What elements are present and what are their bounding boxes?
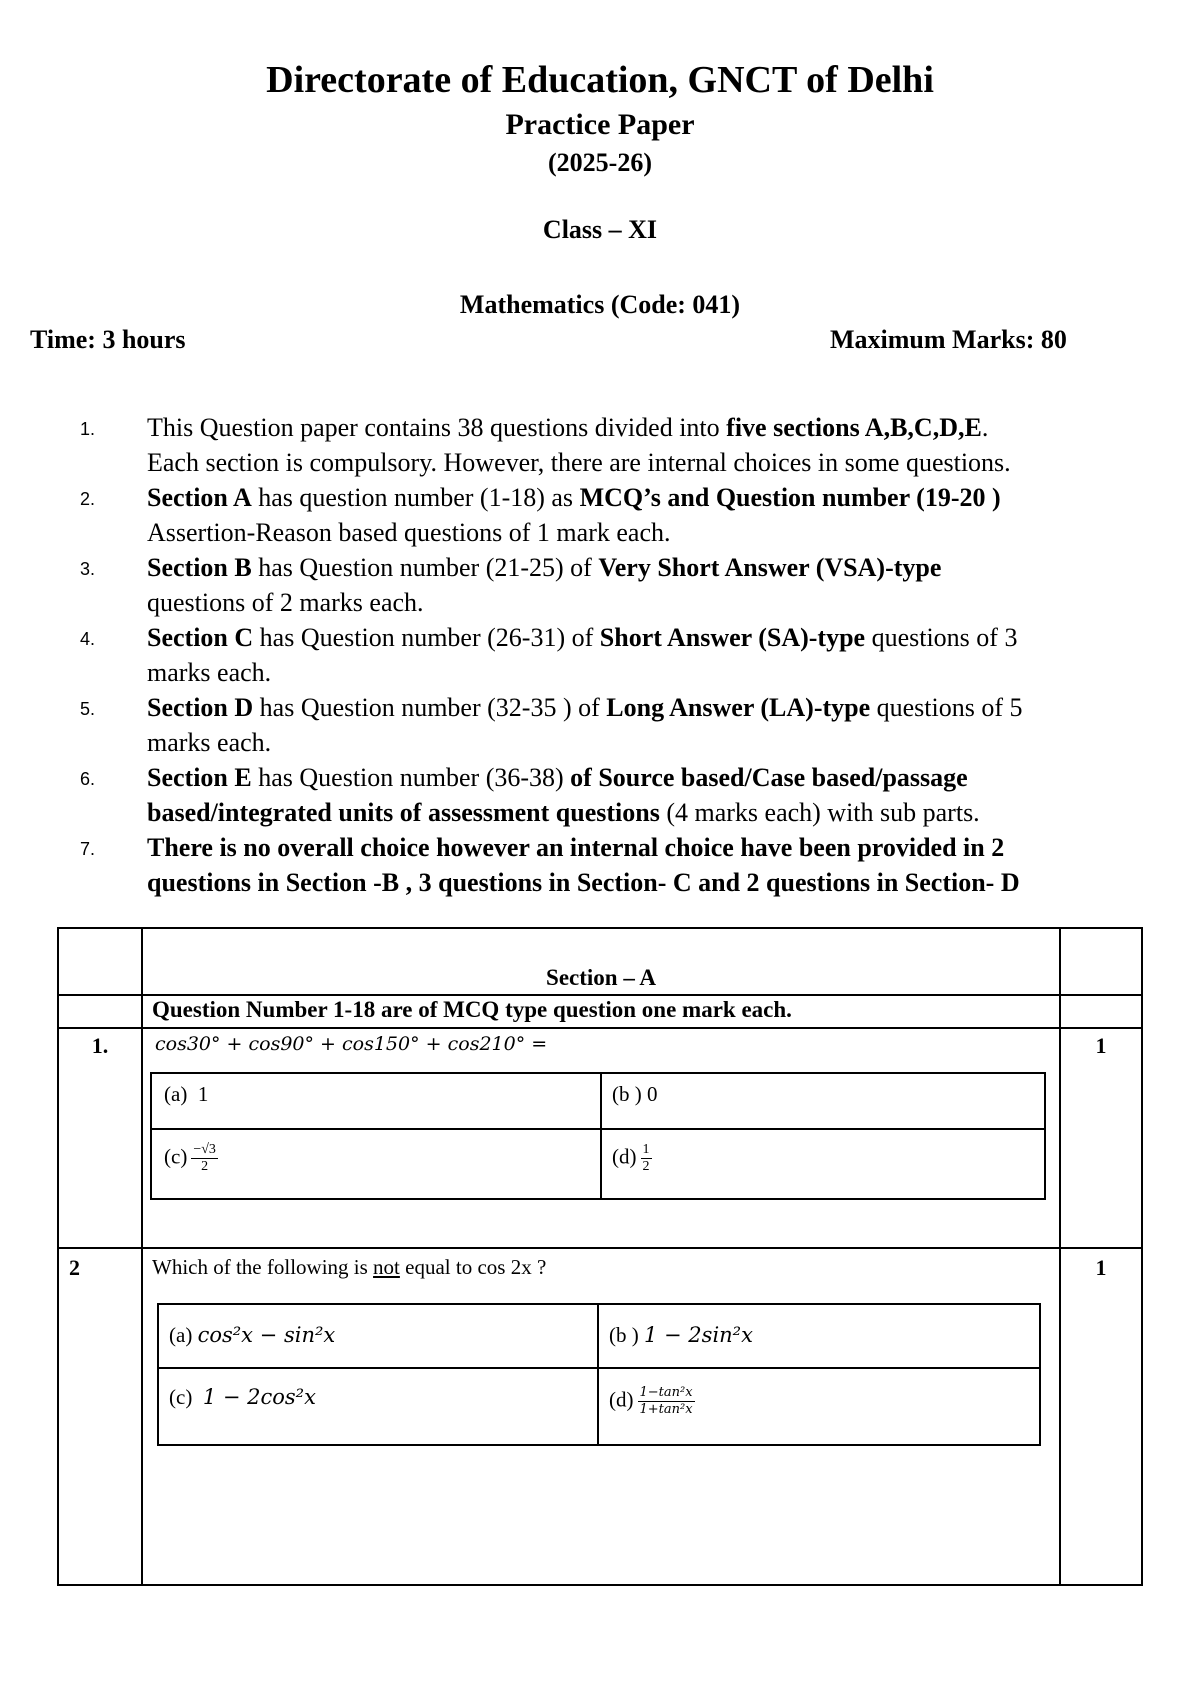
instruction-text: Section A xyxy=(147,483,252,512)
option-value: 0 xyxy=(647,1082,658,1106)
option-value: cos²x − sin²x xyxy=(197,1323,336,1347)
instruction-text: questions of 3 xyxy=(865,623,1018,652)
max-marks-label: Maximum Marks: 80 xyxy=(830,325,1067,354)
instruction-item xyxy=(0,550,1200,620)
instruction-number: 3. xyxy=(80,559,96,579)
questions-table xyxy=(57,927,1143,1586)
options-grid xyxy=(157,1303,1041,1446)
question-stem: Which of the following is not equal to cos 2x ? xyxy=(152,1255,547,1279)
instruction-text: marks each. xyxy=(147,728,272,757)
instruction-text: Short Answer (SA)-type xyxy=(599,623,866,652)
instruction-text: marks each. xyxy=(147,658,272,687)
option-b xyxy=(609,1323,753,1348)
option-label: (b ) xyxy=(609,1323,639,1347)
instruction-text: Assertion-Reason based questions of 1 mark each. xyxy=(147,518,671,547)
instruction-item xyxy=(0,620,1200,690)
option-label: (d) xyxy=(609,1387,634,1412)
instruction-text: based/integrated units of assessment questions xyxy=(147,798,660,827)
option-value: 1 − 2cos²x xyxy=(202,1385,316,1409)
instruction-text: questions of 5 xyxy=(870,693,1023,722)
instruction-text: MCQ’s and Question number (19-20 ) xyxy=(579,483,1001,512)
option-value: 1 xyxy=(197,1082,209,1106)
option-label: (a) xyxy=(164,1082,188,1106)
instruction-text: has Question number (36-38) xyxy=(251,763,571,792)
option-label: (b ) xyxy=(612,1082,642,1106)
session-year: (2025-26) xyxy=(548,148,652,177)
instruction-text: Section E xyxy=(147,763,252,792)
question-marks: 1 xyxy=(1095,1255,1107,1280)
page-title: Directorate of Education, GNCT of Delhi xyxy=(266,59,934,101)
fraction: $\frac{1}{2}$ xyxy=(642,1142,650,1174)
question-stem: cos30° + cos90° + cos150° + cos210° = xyxy=(155,1033,548,1055)
fraction: $\frac{\text{1−tan²x}}{\text{1+tan²x}}$ xyxy=(639,1385,693,1417)
instruction-text: has Question number (26-31) of xyxy=(253,623,600,652)
instruction-number: 7. xyxy=(80,839,96,859)
options-grid xyxy=(150,1072,1046,1200)
instruction-item xyxy=(0,480,1200,550)
instruction-text: Section B xyxy=(147,553,252,582)
instruction-text: five sections A,B,C,D,E xyxy=(726,413,982,442)
question-marks: 1 xyxy=(1095,1033,1107,1058)
instructions-list xyxy=(0,410,1200,900)
section-note: Question Number 1-18 are of MCQ type question one mark each. xyxy=(152,997,792,1022)
option-c xyxy=(169,1385,316,1410)
instruction-item xyxy=(0,410,1200,480)
option-d xyxy=(609,1385,695,1418)
instruction-text: There is no overall choice however an internal choice have been provided in 2 xyxy=(147,833,1005,862)
option-value: 1 − 2sin²x xyxy=(644,1323,753,1347)
instruction-text: Very Short Answer (VSA)-type xyxy=(598,553,942,582)
instruction-text: Section C xyxy=(147,623,254,652)
instruction-text: . xyxy=(981,413,989,442)
section-heading: Section – A xyxy=(546,965,656,990)
instruction-text: of Source based/Case based/passage xyxy=(570,763,968,792)
instruction-text: has Question number (32-35 ) of xyxy=(253,693,607,722)
instruction-number: 2. xyxy=(80,489,96,509)
instruction-number: 5. xyxy=(80,699,96,719)
instruction-item xyxy=(0,690,1200,760)
time-label: Time: 3 hours xyxy=(30,325,186,354)
instruction-text: Section D xyxy=(147,693,254,722)
paper-type: Practice Paper xyxy=(505,108,695,141)
instruction-text: Each section is compulsory. However, there are internal choices in some questions. xyxy=(147,448,1011,477)
instruction-text: questions in Section -B , 3 questions in Section- C and 2 questions in Section- D xyxy=(147,868,1020,897)
option-a xyxy=(169,1323,335,1348)
option-label: (c) xyxy=(169,1385,193,1409)
instruction-number: 6. xyxy=(80,769,96,789)
instruction-text: This Question paper contains 38 questions divided into xyxy=(147,413,727,442)
instruction-text: has question number (1-18) as xyxy=(251,483,580,512)
option-d xyxy=(612,1142,652,1175)
instruction-text: has Question number (21-25) of xyxy=(251,553,599,582)
option-label: (a) xyxy=(169,1323,193,1347)
instruction-item xyxy=(0,760,1200,830)
instruction-text: Long Answer (LA)-type xyxy=(606,693,871,722)
question-number: 2 xyxy=(69,1255,80,1280)
instruction-text: (4 marks each) with sub parts. xyxy=(659,798,980,827)
instruction-number: 1. xyxy=(80,419,96,439)
option-a xyxy=(164,1082,208,1107)
instruction-number: 4. xyxy=(80,629,96,649)
class-label: Class – XI xyxy=(542,215,658,244)
instruction-item xyxy=(0,830,1200,900)
option-label: (d) xyxy=(612,1144,637,1169)
option-b xyxy=(612,1082,658,1107)
fraction: $\frac{-√3}{2}$ xyxy=(193,1142,216,1174)
question-number: 1. xyxy=(91,1033,109,1058)
instruction-text: questions of 2 marks each. xyxy=(147,588,424,617)
option-label: (c) xyxy=(164,1144,188,1169)
subject-label: Mathematics (Code: 041) xyxy=(459,290,741,319)
option-c xyxy=(164,1142,218,1175)
